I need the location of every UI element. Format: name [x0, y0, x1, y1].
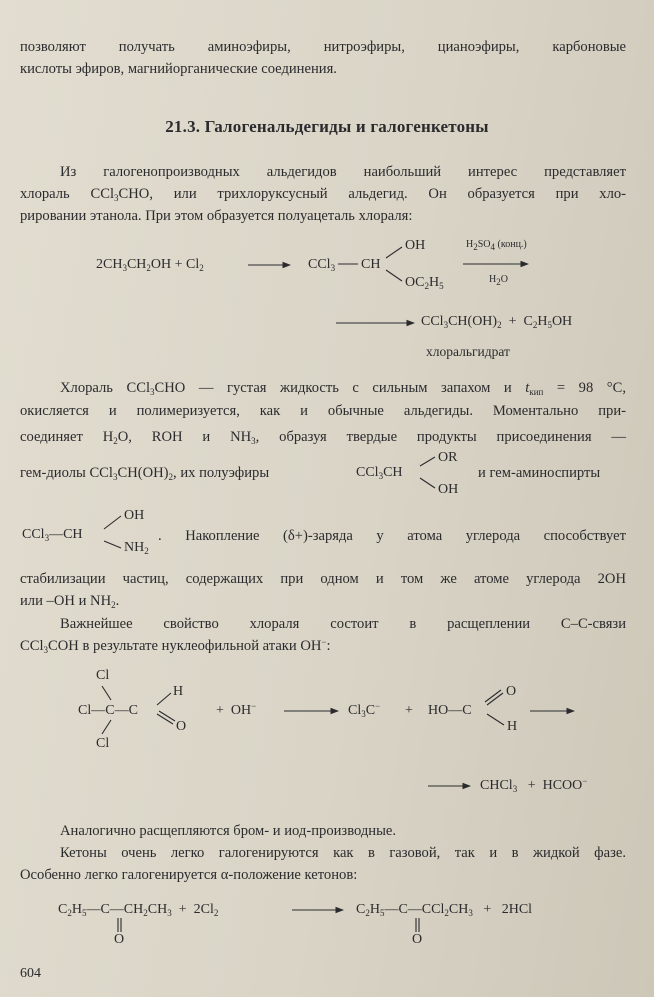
aminoalcohol-nh2-bond: [104, 541, 121, 548]
reaction1-product-label: хлоральгидрат: [426, 344, 510, 359]
reaction2-hydroxide: + OH−: [216, 701, 257, 718]
reaction2-trichloromethyl-anion: $Cl_3C^-$: [348, 701, 381, 719]
text-line: Из галогенопроизводных альдегидов наибольший интерес представляет: [60, 164, 626, 180]
ch-oh-bond: [386, 247, 402, 258]
reaction3-right: $C_2H_5—C—CCl_2CH_3 + 2HCl$: [356, 902, 533, 918]
hemiether-ccl3ch: CCl$_3$CH: [356, 465, 403, 481]
hemiether-oh: OH: [438, 482, 459, 497]
aminoalcohol-oh: OH: [124, 508, 145, 523]
aminoalcohol-ccl3ch: CCl$_3$—CH: [22, 527, 83, 543]
hoc-o-double-bond-1: [487, 693, 503, 705]
hemiether-oh-bond: [420, 478, 435, 488]
text-line: Аналогично расщепляются бром- и иод-производные.: [60, 823, 397, 839]
aminoalcohol-oh-bond: [104, 516, 121, 529]
c-h-bond: [157, 693, 171, 705]
reaction1-reactants: $2CH_3CH_2OH + Cl_2$: [96, 257, 204, 273]
hoc-o-double-bond-2: [485, 690, 501, 702]
reaction2-cl-c-c: Cl—C—C: [78, 703, 138, 718]
reaction2-h2: H: [507, 719, 518, 734]
aminoalcohol-nh2: $NH_2$: [124, 540, 149, 556]
text-line: гем-диолы $CCl_3CH(OH)_2$, их полуэфиры: [20, 465, 270, 482]
text-line: Кетоны очень легко галогенируются как в газовой, так и в жидкой фазе.: [60, 845, 626, 861]
reaction2-products: CHCl$_3$ + HCOO−: [480, 776, 588, 794]
reaction1-condition-bottom: $H_2O$: [489, 274, 508, 287]
text-line: окисляется и полимеризуется, как и обычные альдегиды. Моментально при-: [20, 403, 626, 419]
text-line: хлораль CCl$_3$CHO, или трихлоруксусный альдегид. Он образуется при хло-: [20, 186, 627, 203]
section-heading: 21.3. Галогенальдегиды и галогенкетоны: [165, 117, 489, 136]
text-line: CCl$_3$COH в результате нуклеофильной атаки OH−:: [20, 637, 331, 655]
cl-top-bond: [102, 686, 111, 700]
reaction2-cl-bottom: Cl: [96, 736, 110, 751]
text-line: Особенно легко галогенируется α-положение кетонов:: [20, 867, 358, 883]
text-line: соединяет $H_2O$, ROH и $NH_3$, образуя твердые продукты присоединения —: [20, 429, 626, 446]
text-line: Хлораль CCl$_3$CHO — густая жидкость с сильным запахом и $t_{кип} = 98$ °С,: [60, 380, 626, 397]
text-line: рировании этанола. При этом образуется полуацеталь хлораля:: [20, 208, 413, 224]
reaction2-o: O: [176, 719, 187, 734]
ch-oc2h5-bond: [386, 270, 402, 281]
hemiether-or-bond: [420, 457, 435, 466]
c-o-double-bond-1: [157, 714, 173, 724]
reaction3-o-right: O: [412, 932, 423, 947]
reaction2-cl-top: Cl: [96, 668, 110, 683]
text-line: . Накопление (δ+)-заряда у атома углерода способствует: [158, 528, 626, 544]
hemiether-or: OR: [438, 450, 458, 465]
reaction2-ho-c: HO—C: [428, 703, 472, 718]
reaction1-ch: CH: [361, 257, 381, 272]
reaction2-plus: +: [405, 703, 413, 718]
reaction1-products: $CCl_3CH(OH)_2 + C_2H_5OH$: [421, 314, 573, 330]
text-line: и гем-аминоспирты: [478, 465, 601, 481]
text-line: стабилизации частиц, содержащих при одном и том же атоме углерода 2OH: [20, 571, 626, 587]
reaction1-oc2h5: $OC_2H_5$: [405, 275, 444, 291]
reaction1-condition-top: $H_2SO_4$ (конц.): [466, 239, 527, 252]
text-line: кислоты эфиров, магнийорганические соединения.: [20, 61, 337, 77]
reaction3-left: $C_2H_5—C—CH_2CH_3 + 2Cl_2$: [58, 902, 219, 918]
hoc-h-bond: [487, 714, 504, 725]
cl-bottom-bond: [102, 720, 111, 734]
text-line: или –OH и $NH_2$.: [20, 593, 120, 610]
page-number: 604: [20, 966, 41, 981]
text-line: позволяют получать аминоэфиры, нитроэфиры, цианоэфиры, карбоновые: [20, 39, 626, 55]
reaction3-o-left: O: [114, 932, 125, 947]
reaction2-h: H: [173, 684, 184, 699]
text-line: Важнейшее свойство хлораля состоит в расщеплении C–C-связи: [60, 616, 626, 632]
c-o-double-bond-2: [159, 711, 175, 721]
reaction2-o2: O: [506, 684, 517, 699]
reaction1-ccl3: CCl$_3$: [308, 257, 336, 273]
reaction1-oh: OH: [405, 238, 426, 253]
